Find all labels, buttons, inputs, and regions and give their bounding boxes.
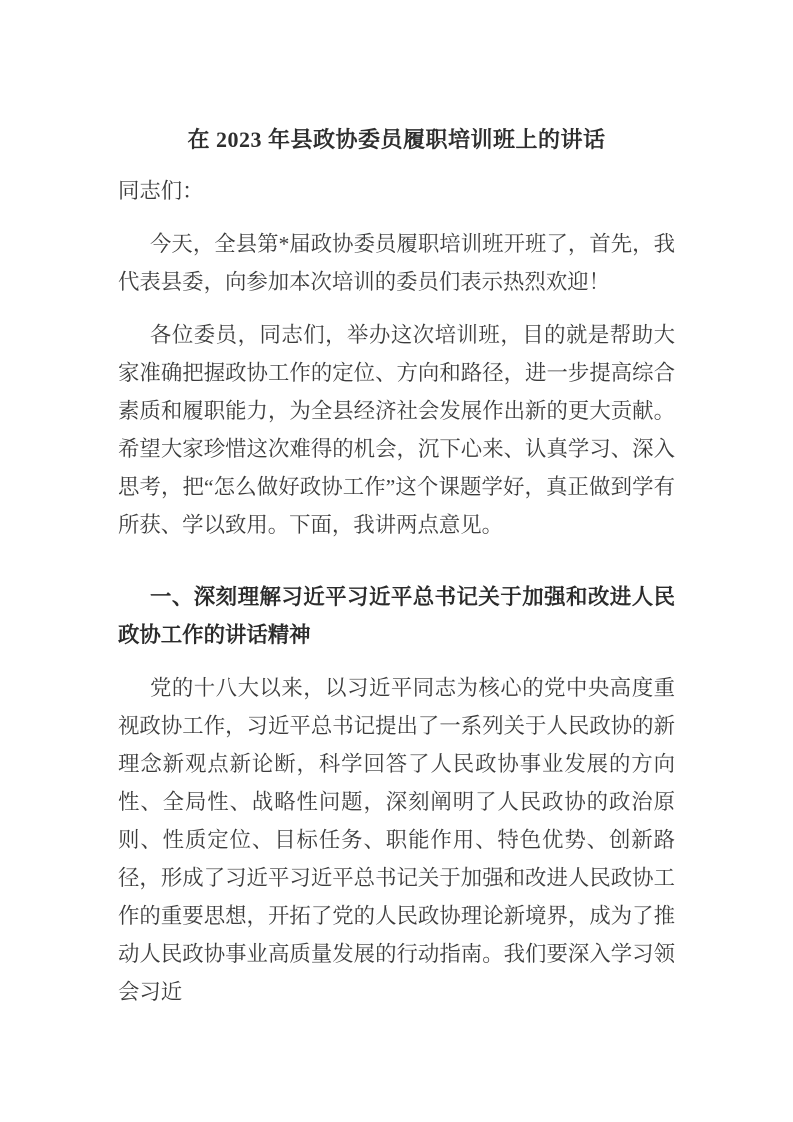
paragraph-section-1-body: 党的十八大以来，以习近平同志为核心的党中央高度重视政协工作，习近平总书记提出了一系列关于人民政协的新理念新观点新论断，科学回答了人民政协事业发展的方向性、全局性、战略性问题，深刻阐明了人民政协的政治原则、性质定位、目标任务、职能作用、特色优势、创新路径，形成了习近平习近平总书记关于加强和改进人民政协工作的重要思想，开拓了党的人民政协理论新境界，成为了推动人民政协事业高质量发展的行动指南。我们要深入学习领会习近 <box>118 676 675 1004</box>
paragraph-opening-welcome: 今天，全县第*届政协委员履职培训班开班了，首先，我代表县委，向参加本次培训的委员们表示热烈欢迎！ <box>118 232 675 294</box>
paragraph-training-purpose: 各位委员，同志们，举办这次培训班，目的就是帮助大家准确把握政协工作的定位、方向和路径，进一步提高综合素质和履职能力，为全县经济社会发展作出新的更大贡献。希望大家珍惜这次难得的机会，沉下心来、认真学习、深入思考，把“怎么做好政协工作”这个课题学好，真正做到学有所获、学以致用。下面，我讲两点意见。 <box>118 323 675 537</box>
document-content <box>118 120 675 1011</box>
salutation: 同志们： <box>118 179 204 203</box>
section-heading-1: 一、深刻理解习近平习近平总书记关于加强和改进人民政协工作的讲话精神 <box>118 585 675 647</box>
document-title: 在 2023 年县政协委员履职培训班上的讲话 <box>187 127 606 152</box>
